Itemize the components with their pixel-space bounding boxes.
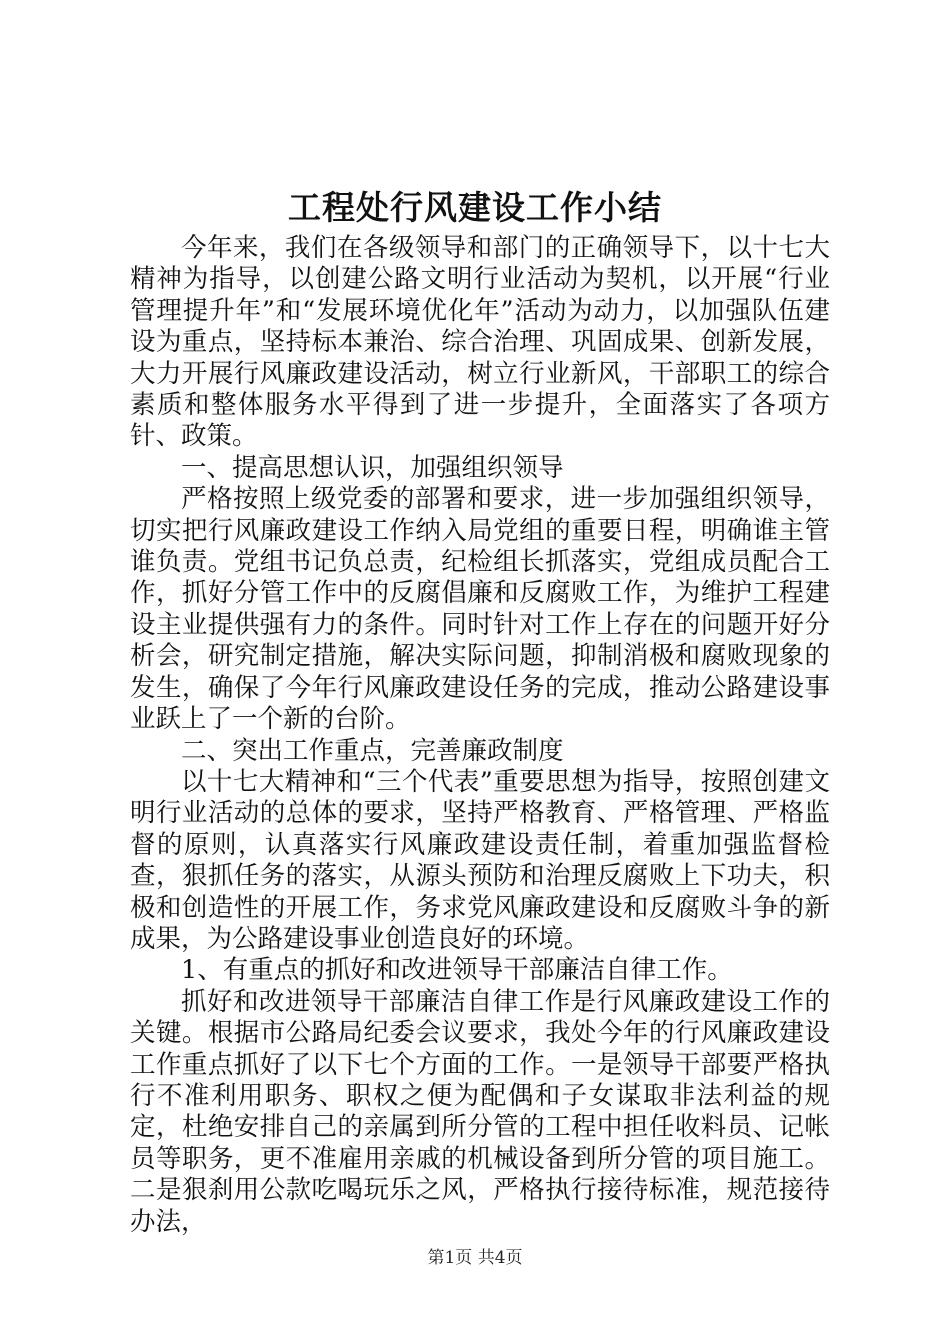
section-heading-2: 二、突出工作重点，完善廉政制度 [181,735,564,766]
subsection-heading-1: 1、有重点的抓好和改进领导干部廉洁自律工作。 [181,955,733,986]
page-footer: 第1页 共4页 [427,1248,523,1268]
section-1-paragraph: 严格按照上级党委的部署和要求，进一步加强组织领导，切实把行风廉政建设工作纳入局党组的重要日程，明确谁主管谁负责。党组书记负总责，纪检组长抓落实，党组成员配合工作，抓好分管工作中的反腐倡廉和反腐败工作，为维护工程建设主业提供强有力的条件。同时针对工作上存在的问题开好分析会，研究制定措施，解决实际问题，抑制消极和腐败现象的发生，确保了今年行风廉政建设任务的完成，推动公路建设事业跃上了一个新的台阶。 [130,484,830,735]
subsection-1-paragraph: 抓好和改进领导干部廉洁自律工作是行风廉政建设工作的关键。根据市公路局纪委会议要求，我处今年的行风廉政建设工作重点抓好了以下七个方面的工作。一是领导干部要严格执行不准利用职务、职权之便为配偶和子女谋取非法利益的规定，杜绝安排自己的亲属到所分管的工程中担任收料员、记帐员等职务，更不准雇用亲戚的机械设备到所分管的项目施工。二是狠刹用公款吃喝玩乐之风，严格执行接待标准，规范接待办法， [130,986,830,1237]
section-heading-1: 一、提高思想认识，加强组织领导 [181,452,564,483]
intro-paragraph: 今年来，我们在各级领导和部门的正确领导下，以十七大精神为指导，以创建公路文明行业活动为契机，以开展“行业管理提升年”和“发展环境优化年”活动为动力，以加强队伍建设为重点，坚持标本兼治、综合治理、巩固成果、创新发展，大力开展行风廉政建设活动，树立行业新风，干部职工的综合素质和整体服务水平得到了进一步提升，全面落实了各项方针、政策。 [130,233,830,452]
document-title: 工程处行风建设工作小结 [288,188,662,227]
document-body [130,233,830,1238]
section-2-paragraph: 以十七大精神和“三个代表”重要思想为指导，按照创建文明行业活动的总体的要求，坚持严格教育、严格管理、严格监督的原则，认真落实行风廉政建设责任制，着重加强监督检查，狠抓任务的落实，从源头预防和治理反腐败上下功夫，积极和创造性的开展工作，务求党风廉政建设和反腐败斗争的新成果，为公路建设事业创造良好的环境。 [130,766,830,954]
